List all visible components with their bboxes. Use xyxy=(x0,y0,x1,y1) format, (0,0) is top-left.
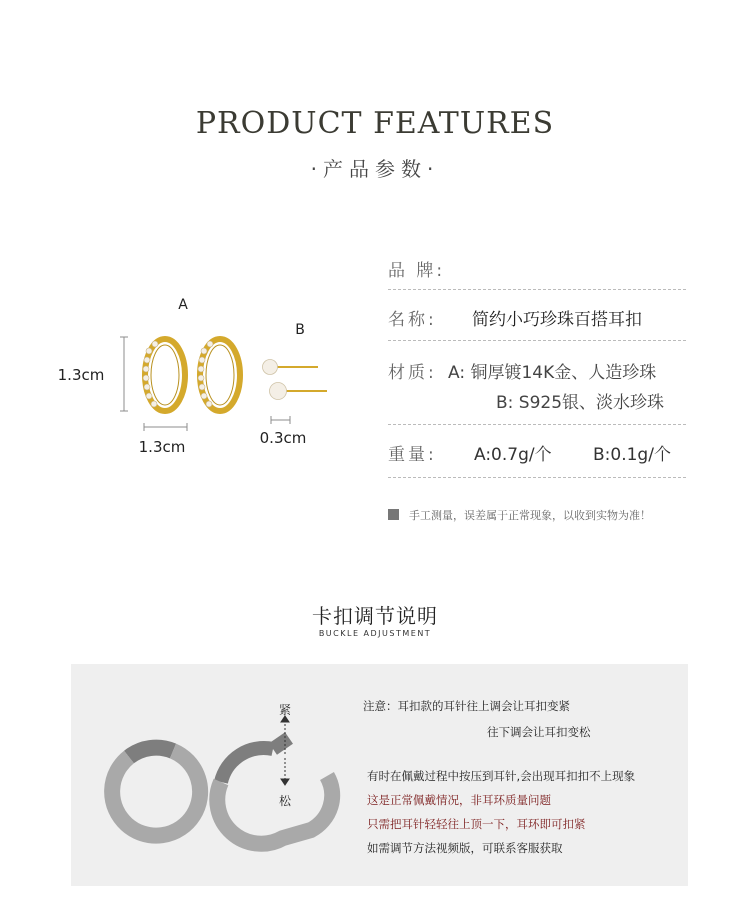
weight-label: 重量: xyxy=(388,445,437,465)
buckle-title: 卡扣调节说明 xyxy=(312,604,438,628)
spec-material-row xyxy=(388,358,686,383)
brand-label: 品 牌: xyxy=(388,261,446,281)
label-b: B xyxy=(295,322,305,338)
width-b-label: 0.3cm xyxy=(259,429,307,447)
hoop-earring-front xyxy=(143,339,185,411)
title-chinese: ·产品参数· xyxy=(310,157,440,181)
measurement-note xyxy=(388,507,651,523)
separator xyxy=(388,424,686,425)
weight-b: B:0.1g/个 xyxy=(593,445,671,465)
height-dimension xyxy=(120,337,128,411)
open-ring-icon xyxy=(217,738,332,844)
instruction-line-4: 这是正常佩戴情况，非耳环质量问题 xyxy=(367,793,551,807)
instruction-line-1: 注意：耳扣款的耳针往上调会让耳扣变紧 xyxy=(363,699,570,713)
closed-ring-icon xyxy=(112,748,200,836)
separator xyxy=(388,289,686,290)
spec-weight-row xyxy=(388,440,686,465)
separator xyxy=(388,477,686,478)
spec-name-row xyxy=(388,305,686,330)
label-a: A xyxy=(178,297,188,313)
width-b-dimension xyxy=(271,416,290,424)
product-illustration xyxy=(40,285,340,460)
buckle-diagram xyxy=(71,664,371,886)
weight-a: A:0.7g/个 xyxy=(474,445,552,465)
pearl-stud-earrings xyxy=(263,360,328,400)
instruction-line-5: 只需把耳针轻轻往上顶一下，耳环即可扣紧 xyxy=(367,817,586,831)
note-text: 手工测量，误差属于正常现象，以收到实物为准！ xyxy=(409,509,651,522)
material-b: B: S925银、淡水珍珠 xyxy=(496,393,665,413)
spec-brand-row xyxy=(388,256,686,281)
instruction-line-6: 如需调节方法视频版，可联系客服获取 xyxy=(367,841,563,855)
width-a-label: 1.3cm xyxy=(138,438,186,456)
material-a: A: 铜厚镀14K金、人造珍珠 xyxy=(448,363,657,383)
name-value: 简约小巧珍珠百搭耳扣 xyxy=(472,310,642,330)
buckle-subtitle: BUCKLE ADJUSTMENT xyxy=(318,629,432,638)
material-label: 材质: xyxy=(388,363,437,383)
name-label: 名称: xyxy=(388,310,437,330)
tight-label: 紧 xyxy=(278,703,292,717)
separator xyxy=(388,340,686,341)
width-a-dimension xyxy=(144,423,187,431)
title-english: PRODUCT FEATURES xyxy=(195,106,555,141)
height-label: 1.3cm xyxy=(57,366,105,384)
instruction-line-2: 往下调会让耳扣变松 xyxy=(487,725,591,739)
buckle-panel xyxy=(71,664,688,886)
loose-arrow-icon xyxy=(281,758,289,785)
loose-label: 松 xyxy=(278,794,292,808)
hoop-earring-side xyxy=(198,339,240,411)
note-square-icon xyxy=(388,509,399,520)
instruction-line-3: 有时在佩戴过程中按压到耳针,会出现耳扣扣不上现象 xyxy=(367,769,636,783)
